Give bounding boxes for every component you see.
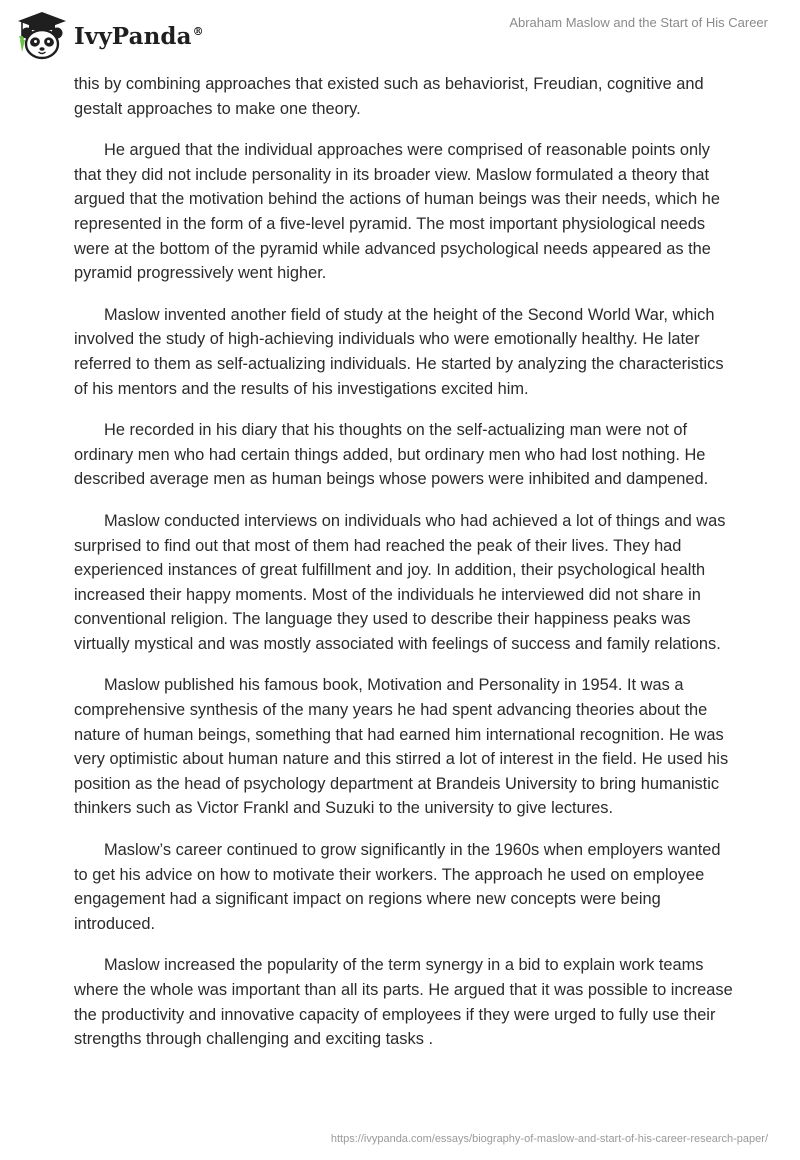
paragraph: Maslow increased the popularity of the term synergy in a bid to explain work teams where the whole was important than all its parts. He argued that it was possible to increase the productivity and innovative capacity of employees if they were urged to fully use their strengths through challenging and exciting tasks . <box>74 956 733 1049</box>
paragraph: Maslow invented another field of study at the height of the Second World War, which involved the study of high-achieving individuals who were emotionally healthy. He later referred to them as self-actualizing individuals. He started by analyzing the characteristics of his mentors and the results of his investigations excited him. <box>74 305 724 398</box>
essay-body <box>74 72 734 1069</box>
source-url[interactable]: https://ivypanda.com/essays/biography-of-maslow-and-start-of-his-career-research-paper/ <box>330 1133 768 1145</box>
paragraph: Maslow published his famous book, Motivation and Personality in 1954. It was a comprehensive synthesis of the many years he had spent advancing theories about the nature of human beings, something that had earned him international recognition. He was very optimistic about human nature and this stirred a lot of interest in the field. He used his position as the head of psychology department at Brandeis University to bring humanistic thinkers such as Victor Frankl and Suzuki to the university to give lectures. <box>74 676 729 818</box>
paragraph: He recorded in his diary that his thoughts on the self-actualizing man were not of ordinary men who had certain things added, but ordinary men who had lost nothing. He described average men as human beings whose powers were inhibited and dampened. <box>74 421 709 489</box>
logo-wordmark <box>74 23 204 50</box>
paragraph: Maslow conducted interviews on individuals who had achieved a lot of things and was surprised to find out that most of them had reached the peak of their lives. They had experienced instances of great fulfillment and joy. In addition, their psychological health increased their happy moments. Most of the individuals he interviewed did not share in conventional religion. The language they used to describe their happiness peaks was virtually mystical and was mostly associated with feelings of success and family relations. <box>74 511 726 653</box>
paragraph: Maslow’s career continued to grow significantly in the 1960s when employers wanted to get his advice on how to motivate their workers. The approach he used on employee engagement had a significant impact on regions where new concepts were being introduced. <box>74 841 721 933</box>
panda-graduate-icon <box>14 10 70 62</box>
brand-name: IvyPanda <box>74 22 192 50</box>
registered-mark: ® <box>192 24 204 38</box>
page-header <box>0 0 800 70</box>
paragraph: He argued that the individual approaches were comprised of reasonable points only that they did not include personality in its broader view. Maslow formulated a theory that argued that the motivation behind the actions of human beings was their needs, which he represented in the form of a five-level pyramid. The most important physiological needs were at the bottom of the pyramid while advanced psychological needs appeared as the pyramid progressively went higher. <box>74 141 721 283</box>
ivypanda-logo[interactable] <box>14 10 204 62</box>
paragraph-continued: this by combining approaches that existed such as behaviorist, Freudian, cognitive and gestalt approaches to make one theory. <box>74 75 704 118</box>
document-title: Abraham Maslow and the Start of His Career <box>509 15 768 30</box>
